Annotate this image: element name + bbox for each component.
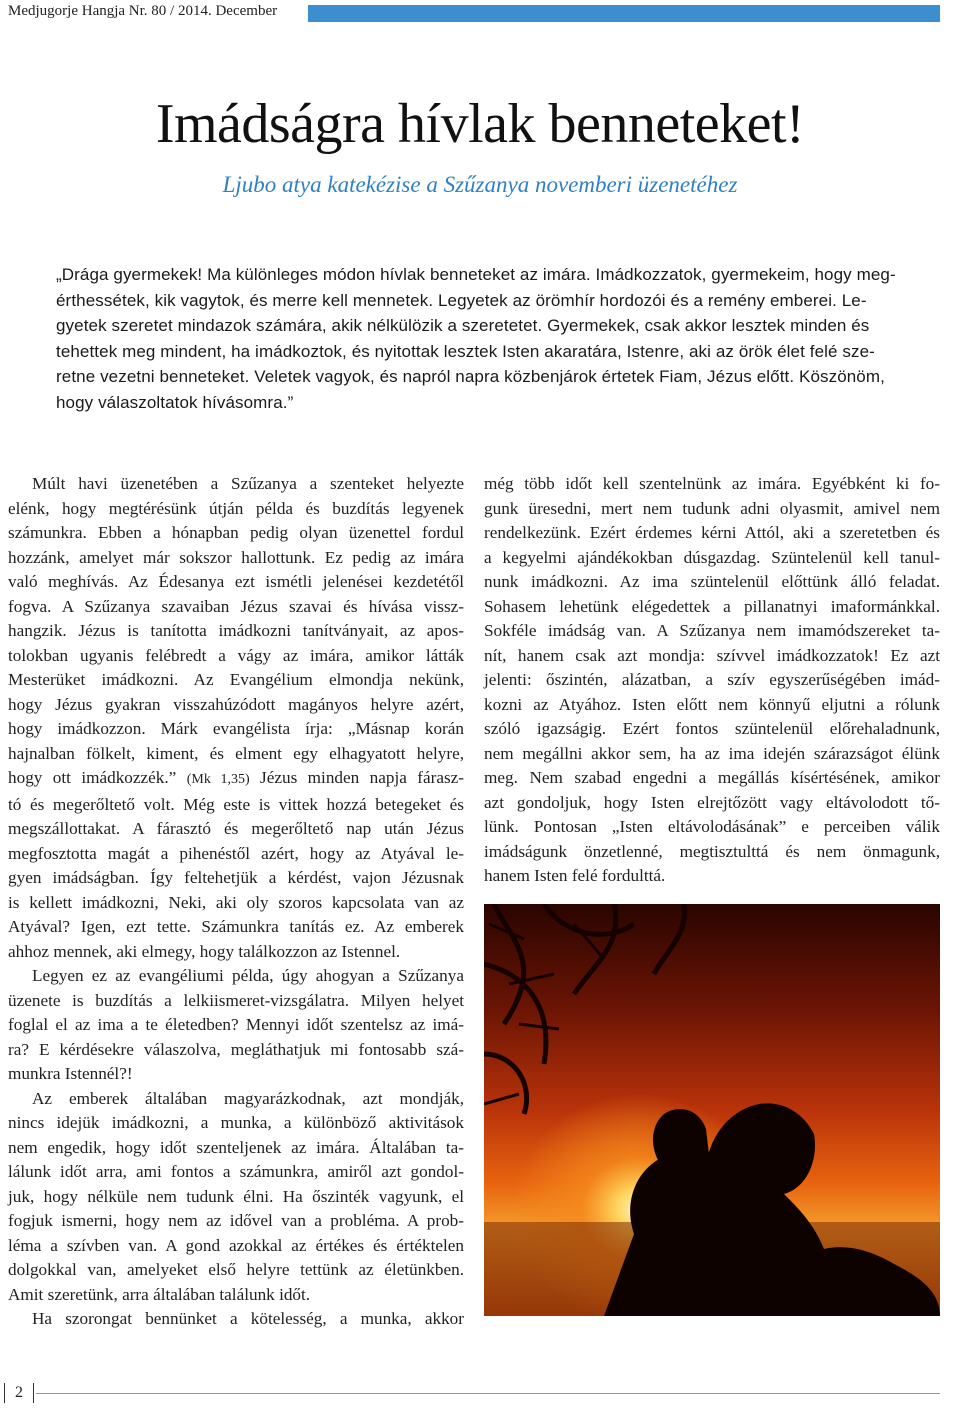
message-line: érthessétek, kik vagytok, és merre kell mennetek. Legyetek az örömhír hordozói és a remény emberei. Le- — [56, 290, 867, 310]
text-line: hangzik. Jézus is tanította imádkozni tanítványait, az apos- — [8, 621, 464, 640]
text-line: szóló igazságig. Ezért fontos szüntelenül előrehaladnunk, — [484, 719, 940, 738]
text-line: dolgokkal van, amelyeket első helyre tettünk az életünkben. — [8, 1260, 464, 1279]
text-line: imádságunk önzetlenné, megtisztulttá és nem önmagunk, — [484, 841, 940, 861]
text-line: nem engedik, hogy időt szenteljenek az imára. Általában ta- — [8, 1137, 464, 1157]
text-line: hozzánk, amelyet már sokszor hallottunk. Ez pedig az imára — [8, 547, 464, 567]
text-line: megfosztotta magát a pihenéstől azért, hogy az Atyával le- — [8, 843, 464, 863]
message-line: „Drága gyermekek! Ma különleges módon hívlak benneteket az imára. Imádkozzatok, gyermekeim, hogy meg- — [56, 265, 896, 284]
text-line: gyen imádságban. Így feltehetjük a kérdést, vajon Jézusnak — [8, 868, 464, 887]
text-line: azt gondoljuk, hogy Isten elrejtőzött vagy eltávolodott tő- — [484, 792, 940, 812]
right-column — [484, 472, 940, 889]
text-line: meg. Nem szabad engedni a megállás kísértésének, amikor — [484, 768, 940, 787]
text-line: elénk, hogy megtérésünk útján példa és buzdítás legyenek — [8, 498, 464, 518]
header-accent-bar — [308, 5, 940, 22]
text-line: még több időt kell szentelnünk az imára. Egyébként ki fo- — [484, 474, 940, 493]
text-line: megszállottakat. A fárasztó és megerőltető nap után Jézus — [8, 819, 464, 838]
text-line: nít, hanem csak azt mondja: szívvel imádkozzatok! Ez azt — [484, 645, 940, 665]
message-line: hogy válaszoltatok hívásomra.” — [56, 392, 294, 412]
text-line: gunk üresedni, mert nem tudunk adni olyasmit, amivel nem — [484, 498, 940, 518]
marian-message — [56, 262, 896, 415]
text-line: Amit szeretünk, arra általában találunk időt. — [8, 1284, 311, 1304]
left-column — [8, 472, 464, 1332]
text-line: Atyával? Igen, ezt tette. Számunkra tanítás ez. Az emberek — [8, 917, 464, 936]
text-line: hogy Jézus gyakran visszahúzódott magányos helyre azért, — [8, 694, 464, 714]
text-line: számunkra. Ebben a hónapban pedig olyan üzenettel fordul — [8, 523, 464, 542]
text-line: Az emberek általában magyarázkodnak, azt mondják, — [32, 1088, 464, 1108]
article-title: Imádságra hívlak benneteket! — [155, 93, 805, 155]
scripture-reference: (Mk 1,35) — [186, 772, 250, 787]
footer-rule — [36, 1393, 940, 1394]
text-line: juk, hogy nélküle nem tudunk élni. Ha őszinték vagyunk, el — [8, 1186, 464, 1206]
text-line: jelenti: őszintén, alázatban, a szív egyszerűségében imád- — [484, 670, 940, 689]
text-line: kozni az Atyához. Isten előtt nem könnyű eljutni a rólunk — [484, 694, 940, 714]
text-line: való meghívás. Az Édesanya ezt ismétli jelenései kezdetétől — [8, 572, 464, 591]
text-line: üzenete is buzdítás a lelkiismeret-vizsgálatra. Milyen helyet — [8, 990, 464, 1010]
sunset-prayer-photo — [484, 904, 940, 1316]
text-line: a kegyelmi ajándékokban dúsgazdag. Szüntelenül kell tanul- — [484, 547, 940, 567]
page-number: 2 — [4, 1383, 34, 1403]
text-line: nem megállni akkor sem, ha az ima idején szárazságot élünk — [484, 743, 940, 763]
text-line: nunk imádkozni. Az ima szüntelenül előttünk álló feladat. — [484, 572, 940, 591]
message-line: gyetek szeretet mindazok számára, akik nélkülözik a szeretetet. Gyermekek, csak akkor lesztek minden és — [56, 316, 870, 335]
text-line-with-reference — [8, 766, 464, 793]
text-line: hajnalban fölkelt, kiment, és elment egy elhagyatott helyre, — [8, 743, 464, 763]
text-line: hogy imádkozzon. Márk evangélista írja: „Másnap korán — [8, 719, 464, 738]
text-line: nincs idejük imádkozni, a munka, a különböző aktivitások — [8, 1113, 464, 1132]
text-line: Ha szorongat bennünket a kötelesség, a munka, akkor — [32, 1309, 464, 1328]
text-line: Legyen ez az evangéliumi példa, úgy ahogyan a Szűzanya — [32, 966, 464, 985]
text-line: Mesterüket imádkozni. Az Evangélium elmondja nekünk, — [8, 670, 464, 689]
text-line: lünk. Pontosan „Isten eltávolodásának” e perceiben válik — [484, 817, 940, 836]
text-line: Múlt havi üzenetében a Szűzanya a szenteket helyezte — [32, 474, 464, 493]
text-fragment: hogy ott imádkozzék.” — [8, 768, 177, 787]
text-line: foglal el az ima a te életedben? Mennyi időt szentelsz az imá- — [8, 1015, 464, 1034]
text-line: fogva. A Szűzanya szavaiban Jézus szavai és hívása vissz- — [8, 596, 464, 616]
text-fragment: Jézus minden napja fárasz- — [260, 768, 465, 787]
text-line: hanem Isten felé fordulttá. — [484, 866, 666, 885]
text-line: rendelkezünk. Ezért érdemes kérni Attól, aki a szeretetben és — [484, 523, 940, 542]
text-line: léma a szívben van. A gond azokkal az értékes és értéktelen — [8, 1235, 464, 1255]
text-line: fogjuk ismerni, hogy nem az idővel van a probléma. A prob- — [8, 1211, 464, 1230]
text-line: tó és megerőltető volt. Még este is vittek hozzá betegeket és — [8, 794, 464, 814]
text-line: munkra Istennél?! — [8, 1064, 133, 1083]
text-line: tolokban ugyanis felébredt a vágy az imára, amikor látták — [8, 645, 464, 665]
text-line: Sokféle imádság van. A Szűzanya nem imamódszereket ta- — [484, 621, 940, 640]
text-line: ahhoz mennek, aki elmegy, hogy találkozzon az Istennel. — [8, 941, 401, 961]
message-line: retne vezetni benneteket. Veletek vagyok, és napról napra közbenjárok értetek Fiam, Jézus előtt. Köszönöm, — [56, 367, 885, 386]
article-subtitle: Ljubo atya katekézise a Szűzanya novemberi üzenetéhez — [222, 172, 738, 197]
text-line: is kellett imádkozni, Neki, aki oly szoros kapcsolata van az — [8, 892, 464, 912]
text-line: Sohasem lehetünk elégedettek a pillanatnyi imaformánkkal. — [484, 596, 940, 616]
text-line: ra? E kérdésekre válaszolva, megláthatjuk mi fontosabb szá- — [8, 1039, 464, 1059]
running-header: Medjugorje Hangja Nr. 80 / 2014. December — [8, 3, 278, 19]
text-line: lálunk időt arra, ami fontos a számunkra, amiről azt gondol- — [8, 1162, 464, 1181]
message-line: tehettek meg mindent, ha imádkoztok, és nyitottak lesztek Isten akaratára, Istenre, aki az örök élet felé sze- — [56, 341, 875, 361]
page-header — [0, 0, 960, 24]
